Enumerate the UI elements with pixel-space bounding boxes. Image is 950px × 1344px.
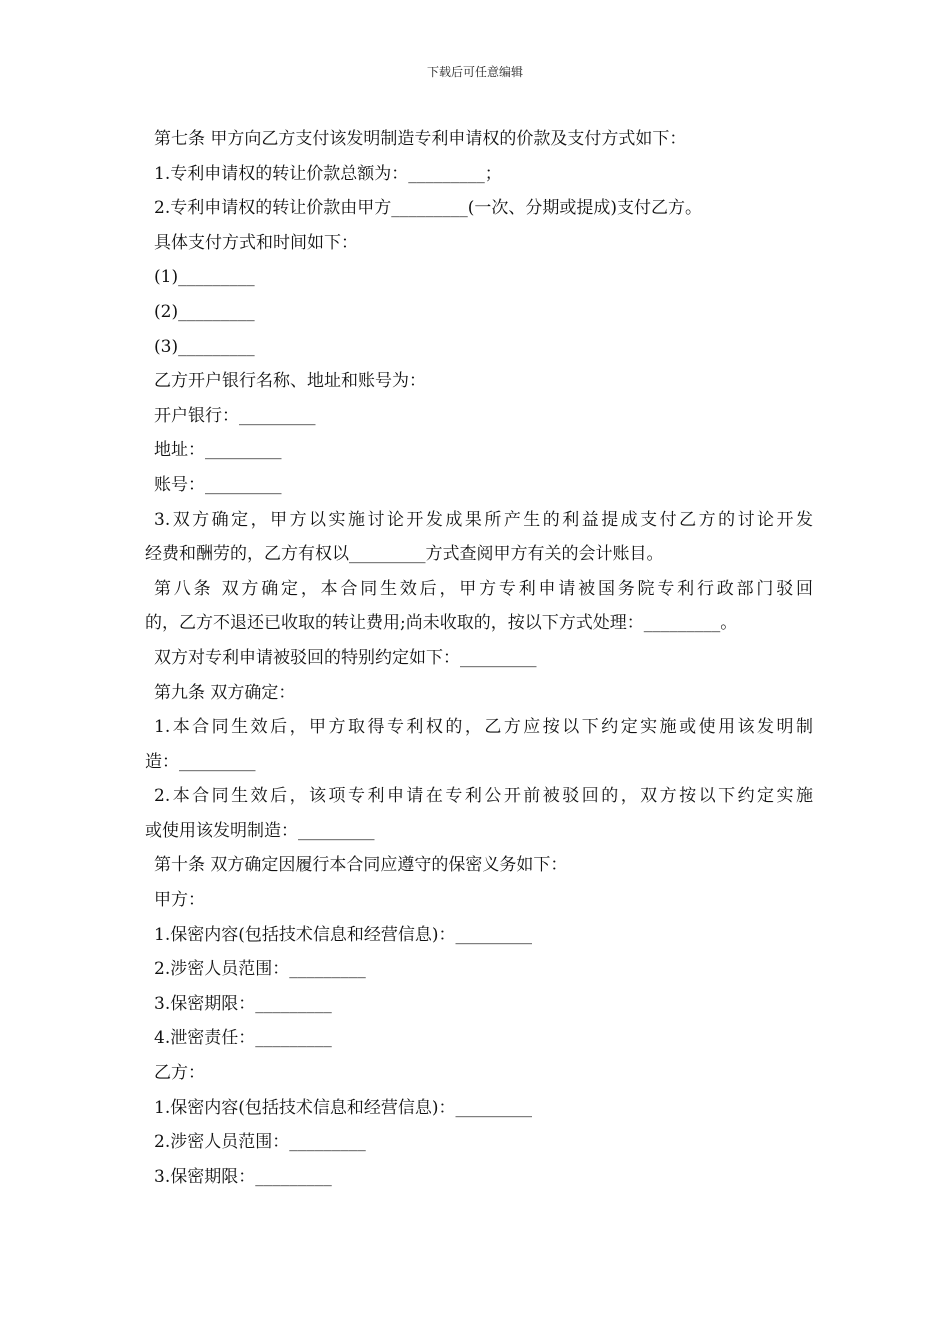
contract-line: 具体支付方式和时间如下： — [154, 232, 358, 253]
contract-line: (1)_________ — [154, 267, 255, 288]
contract-line: 1.本合同生效后，甲方取得专利权的，乙方应按以下约定实施或使用该发明制 — [154, 717, 813, 738]
contract-line: 1.保密内容(包括技术信息和经营信息)：_________ — [154, 924, 532, 945]
contract-line: 3.保密期限：_________ — [154, 1166, 332, 1187]
contract-line: 双方对专利申请被驳回的特别约定如下：_________ — [154, 647, 537, 668]
contract-line: (2)_________ — [154, 301, 255, 322]
contract-line: 2.本合同生效后，该项专利申请在专利公开前被驳回的，双方按以下约定实施 — [154, 786, 813, 807]
contract-line: 1.专利申请权的转让价款总额为：_________； — [154, 163, 502, 184]
contract-line: 第九条 双方确定： — [154, 682, 296, 703]
contract-line: 3.双方确定，甲方以实施讨论开发成果所产生的利益提成支付乙方的讨论开发 — [154, 509, 813, 530]
contract-line: 甲方： — [154, 890, 205, 911]
contract-line: 4.泄密责任：_________ — [154, 1028, 332, 1049]
page-header-note: 下载后可任意编辑 — [426, 65, 523, 79]
contract-line: 第七条 甲方向乙方支付该发明制造专利申请权的价款及支付方式如下： — [154, 129, 687, 149]
contract-line: 的，乙方不退还已收取的转让费用;尚未收取的，按以下方式处理：_________。 — [145, 613, 738, 634]
contract-line: 第十条 双方确定因履行本合同应遵守的保密义务如下： — [154, 855, 568, 876]
contract-line: 开户银行：_________ — [154, 405, 316, 426]
contract-line: 造：_________ — [145, 751, 256, 772]
contract-line: 第八条 双方确定，本合同生效后，甲方专利申请被国务院专利行政部门驳回 — [154, 578, 813, 599]
contract-line: (3)_________ — [154, 336, 255, 357]
contract-line: 2.专利申请权的转让价款由甲方_________(一次、分期或提成)支付乙方。 — [154, 198, 702, 219]
contract-line: 3.保密期限：_________ — [154, 993, 332, 1014]
contract-line: 乙方： — [154, 1063, 205, 1084]
contract-body — [145, 122, 813, 1194]
contract-line: 2.涉密人员范围：_________ — [154, 959, 366, 980]
contract-line: 1.保密内容(包括技术信息和经营信息)：_________ — [154, 1097, 532, 1118]
contract-line: 账号：_________ — [154, 474, 282, 495]
contract-line: 经费和酬劳的，乙方有权以_________方式查阅甲方有关的会计账目。 — [145, 544, 664, 565]
contract-line: 或使用该发明制造：_________ — [145, 820, 375, 841]
contract-line: 地址：_________ — [154, 440, 282, 461]
contract-line: 乙方开户银行名称、地址和账号为： — [154, 371, 426, 392]
contract-line: 2.涉密人员范围：_________ — [154, 1132, 366, 1153]
